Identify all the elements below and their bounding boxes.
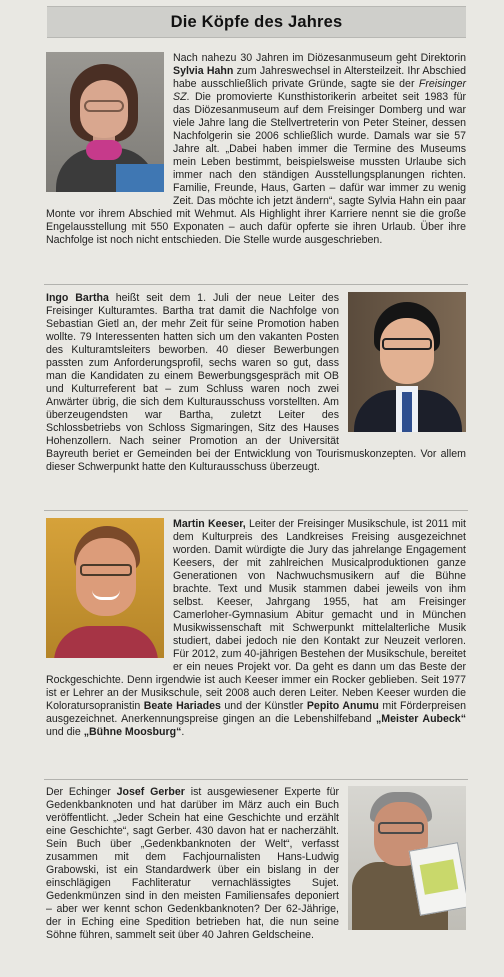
article-text: ist ausgewiesener Experte für Gedenkbanknoten und hat darüber im März auch ein Buch veröffentlicht. „Jeder Schein hat eine Geschichte und erzählt eine Geschichte“, sagt Gerber. 430 davon hat er nacherzählt. Sein Buch über „Gedenkbanknoten der Welt“, verfasst zusammen mit dem Fachjournalisten Hans-Ludwig Grabowski, ist ein Standardwerk über ein bislang in der einschlägigen Fachliteratur vernachlässigtes Sujet. Gedenkmünzen sind in den meisten Familiensafes deponiert – aber wer kennt schon Gedenkbanknoten? Der 62-Jährige, der in Eching eine Spedition betrieben hat, die nun seine Söhne führen, sammelt seit über 40 Jahren Geldscheine. bbox=[46, 786, 340, 941]
person-name: Josef Gerber bbox=[116, 786, 185, 798]
article-text: mit Förderpreisen ausgezeichnet. Anerkennungspreise gingen an die Lebenshilfeband bbox=[46, 700, 466, 725]
article-text: . bbox=[181, 726, 185, 738]
article-text: zum Jahreswechsel in Altersteilzeit. Ihr Abschied habe ausschließlich private Gründe, sagte sie der bbox=[173, 65, 466, 90]
person-name: Beate Hariades bbox=[143, 700, 221, 712]
article-text: Leiter der Freisinger Musikschule, ist 2011 mit dem Kulturpreis des Landkreises Freising ausgezeichnet worden. Damit würdigte die Jury das jahrelange Engagement Keesers, der mit zahlreichen Musicalproduktionen ganze Generationen von Nachwuchsmusikern auf die Bühne brachte. Text und Musik stammen dabei jeweils von ihm selbst. Keeser, Jahrgang 1955, hat am Freisinger Camerloher-Gymnasium Abitur gemacht und in München Musikwissenschaft mit Schwerpunkt mittelalterliche Musik studiert, dabei jedoch nie den Kontakt zur Neuzeit verloren. Für 2012, zum 40-jährigen Bestehen der Musikschule, bereitet er ein neues Projekt vor. Da geht es dann um das Beste der Rockgeschichte. Denn irgendwie ist auch Keeser immer ein Rocker geblieben. Seit 1977 ist er Lehrer an der Musikschule, seit 2008 auch deren Leiter. Neben Keeser wurden die Koloratursopranistin bbox=[46, 518, 466, 712]
divider bbox=[44, 510, 468, 511]
portrait-photo-martin-keeser bbox=[46, 518, 164, 658]
article-josef-gerber bbox=[46, 786, 466, 942]
article-martin-keeser bbox=[46, 518, 466, 739]
portrait-photo-josef-gerber bbox=[348, 786, 466, 930]
divider bbox=[44, 779, 468, 780]
person-name: Ingo Bartha bbox=[46, 292, 109, 304]
article-text: . Die promovierte Kunsthistorikerin arbeitet seit 1983 für das Diözesanmuseum auf dem Freisinger Domberg und war viele Jahre lang die Stellvertreterin von Peter Steiner, dessen Nachfolgerin sie 2006 schließlich wurde. Damals war sie 57 Jahre alt. „Dabei haben immer die Termine des Museums mein Leben bestimmt, beispielsweise mussten Urlaube sich immer nach den ständigen Ausstellungsplanungen richten. Familie, Freunde, Haus, Garten – dafür war immer zu wenig Zeit. Das möchte ich jetzt ändern“, sagte Sylvia Hahn ein paar Monte vor ihrem Abschied mit Wehmut. Als Highlight ihrer Karriere nennt sie die große Engelausstellung mit 550 Exponaten – auch dafür opferte sie ihren Urlaub. Über ihre Nachfolge ist noch nicht entschieden. Die Stelle wurde ausgeschrieben. bbox=[46, 91, 466, 246]
divider bbox=[44, 284, 468, 285]
article-text: Nach nahezu 30 Jahren im Diözesanmuseum geht Direktorin bbox=[173, 52, 466, 64]
article-text: heißt seit dem 1. Juli der neue Leiter des Freisinger Kulturamtes. Bartha trat damit die Nachfolge von Sebastian Gietl an, der mehr Zeit für seine Promotion haben wollte. 79 Interessenten hatten sich um den vakanten Posten des Kulturamtsleiters beworben. 40 dieser Bewerbungen passten zum Anforderungsprofil, sechs waren so gut, dass man die Kandidaten zu einem Bewerbungsgespräch mit OB und Kulturreferent bat – zum Schluss waren noch zwei Anwärter übrig, die sich dem Kulturausschuss vorstellten. Am überzeugendsten war Bartha, zuletzt Leiter des Schlossbetriebs von Schloss Sigmaringen, Sitz des Hauses Hohenzollern. Nach seiner Promotion an der Universität Bayreuth beriet er Gemeinden bei der Entwicklung von Tourismuskonzepten. Vor allem dieser Schwerpunkt hatte den Kulturausschuss überzeugt. bbox=[46, 292, 466, 473]
theater-name: „Bühne Moosburg“ bbox=[83, 726, 182, 738]
band-name: „Meister Aubeck“ bbox=[375, 713, 466, 725]
article-ingo-bartha bbox=[46, 292, 466, 474]
person-name: Pepito Anumu bbox=[306, 700, 379, 712]
page-title: Die Köpfe des Jahres bbox=[170, 12, 343, 31]
article-text: und der Künstler bbox=[220, 700, 307, 712]
portrait-photo-ingo-bartha bbox=[348, 292, 466, 432]
article-text: und die bbox=[46, 726, 84, 738]
person-name: Sylvia Hahn bbox=[173, 65, 234, 77]
article-text: Der Echinger bbox=[46, 786, 117, 798]
section-header bbox=[47, 6, 466, 38]
person-name: Martin Keeser, bbox=[173, 518, 246, 530]
newspaper-name: Freisinger SZ bbox=[173, 78, 466, 103]
article-sylvia-hahn bbox=[46, 52, 466, 247]
portrait-photo-sylvia-hahn bbox=[46, 52, 164, 192]
